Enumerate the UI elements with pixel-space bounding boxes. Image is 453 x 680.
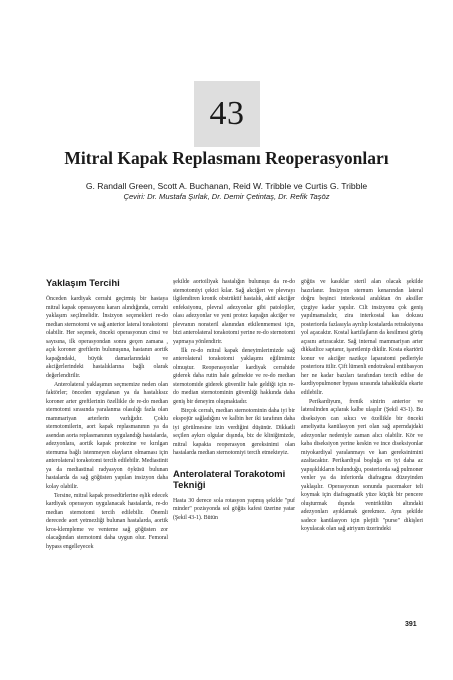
text-column-right [301, 278, 423, 534]
paragraph: Önceden kardiyak cerrahi geçirmiş bir hastaya mitral kapak operasyonu kararı alındığında, cerrahi yaklaşım seçilmelidir. İnsizyon seçenekleri re-do median sternotomi ve sağ anterior lateral torakotomi olabilir. Her seçenek, önceki operasyonun cinsi ve sayısına, ilk operasyondan sonra geçen zamana , açık koroner greftlerin bulunuşuna, hastanın aortik kapağındaki, büyük damarlarındaki ve akciğerlerindeki hastalıklarına bağlı olarak değerlendirilir. [46, 296, 168, 379]
chapter-number: 43 [209, 95, 245, 132]
page-number: 391 [405, 621, 417, 628]
section-heading-anterolateral: Anterolateral Torakotomi Tekniği [173, 468, 286, 491]
paragraph: Anterolateral yaklaşımın seçmemize neden olan faktörler; önceden uygulanan ya da hastalıksız koroner arter greftlerinin özellikle de re-do median sternotomi sırasında yaralanma olasılığı fazla olan mammariyan arterlerin varlığıdır. Çoklu sternotomilerin, aort kapak replasmanının ya da asendan aorta replasmanının uygulandığı hastalarda, adezyonlara, aortik kapak protezine ve kırılgan sternuma bağlı istenmeyen olayların olmaması için anterolateral torakotomi tercih edilebilir. Mediastinit ya da mediastinal radyasyon öyküsü bulunan hastalarda da sağ göğüsten yapılan insizyon daha kolay olabilir. [46, 381, 168, 490]
chapter-authors: G. Randall Green, Scott A. Buchanan, Reid W. Tribble ve Curtis G. Tribble [85, 181, 368, 191]
paragraph: Tersine, mitral kapak prosedürlerine eşlik edecek kardiyak operasyon uygulanacak hastalarda, re-do median sternotomi tercih edilebilir. Önemli derecede aort yetmezliği bulunan hastalarda, aortik kros-klempleme ve venteme sağ göğüsten zor olacağından sternotomi daha uygun olur. Femoral hypass engelleyecek [46, 492, 168, 550]
paragraph: Birçok cerrah, median sternotominin daha iyi bir ekspojür sağladığını ve kalbin her iki tarafının daha iyi görülmesine izin verdiğini düşünür. Dikkatli seçilen aykırı olgular dışında, biz de kliniğimizde, mitral kapakta reoperasyon gereksinimi olan hastalarda median sternotomiyi tercih etmekteyiz. [173, 407, 295, 457]
text-column-left [46, 278, 168, 551]
chapter-translators: Çeviri: Dr. Mustafa Şırlak, Dr. Demir Çetintaş, Dr. Refik Taşöz [123, 192, 330, 201]
paragraph: göğüs ve kasıklar steril alan olacak şekilde hazırlanır. İnsizyon sternum kenarından lateral doğru beşinci interkostal aralıktan ön aksiller çizgiye kadar yapılır. Cilt insizyonu çok geniş yapılmamalıdır, zira interkostal kas dokusu posteriorda fazlasıyla ayrılıp kostalarda retraksiyona yol açacaktır. Kostal kartilajların da kesilmesi görüş açısını artıracaktır. Sağ internal mammariyan arter dikkatlice saptanır, işaretlenip dikilir. Kosta ekartörü konur ve akciğer nazikçe laparatomi pedleriyle posteriora itilir. Çift lümenli endotrakeal entübasyon her ne kadar bazıları tarafından tercih edilse de kardiyopulmoner bypass sırasında tahakkukla ekarte edilebilir. [301, 279, 423, 396]
paragraph: Hasta 30 derece sola rotasyon yapmış şekilde "puf minder" pozisyonda sol göğüs kafesi üzerine yatar (Şekil 43-1). Bütün [173, 497, 295, 521]
chapter-title: Mitral Kapak Replasmanı Reoperasyonları [64, 148, 389, 168]
text-column-middle [173, 278, 295, 522]
paragraph: İlk re-do mitral kapak deneyimlerimizde sağ anterolateral torakotomi yaklaşımı eğilimimiz olmuştur. Reoperasyonlar kardiyak cerrahide giderek daha rutin hale gelmekte ve re-do median sternotomide giderek güvenilir hale geldiği için re-do median sternotominin güvenliği hakkında daha geniş bir deneyim oluşmaktadır. [173, 347, 295, 405]
paragraph: şekilde aortoiliyak hastalığın bulunuşu da re-do sternotomiyi çekici kılar. Sağ akciğeri ve plevrayı ilgilendiren kronik obstrüktif hastalık, aktif akciğer enfeksiyonu, plevral adezyonlar gibi patolojiler, olası adezyonlar ve yeni protez kapağın akciğer ve plevranın nonsteril alanından etkilenmemesi için, bizi anterolateral torakotomi yerine re-do sternotomi yapmaya yönlendirir. [173, 279, 295, 345]
paragraph: Perikardiyum, frenik sinirin anterior ve lateralinden açılarak kalbe ulaşılır (Şekil 43-1). Bu diseksiyon can sıkıcı ve özellikle bir önceki ameliyatta kanülasyon yeri olan sağ aperndajdaki adezyonlar nedeniyle zaman alıcı olabilir. Kör ve kaba diseksiyon yerine keskin ve ince diseksiyonlar miyokardiyal yaralanmayı ve kan gereksinimini azaltacaktır. Perikardiyal boşluğa en iyi daha az yapışıklıkların bulunduğu, posteriorda sağ pulmoner venler ya da inferiorda diafragma düzeyinden yaklaşılır. Operasyonun sonunda pacemaker teli koymak için diafragmatik yüze küçük bir pencere oluşturmak dışında ventrikülün altındaki adezyonları ayıklamak gerekmez. Aynı şekilde sadece kanülasyon için plejitli "purse" dikişleri koyulacak olan sağ atriyum üzerindeki [301, 398, 423, 533]
section-heading-approach: Yaklaşım Tercihi [46, 278, 120, 289]
chapter-number-box [194, 81, 260, 147]
